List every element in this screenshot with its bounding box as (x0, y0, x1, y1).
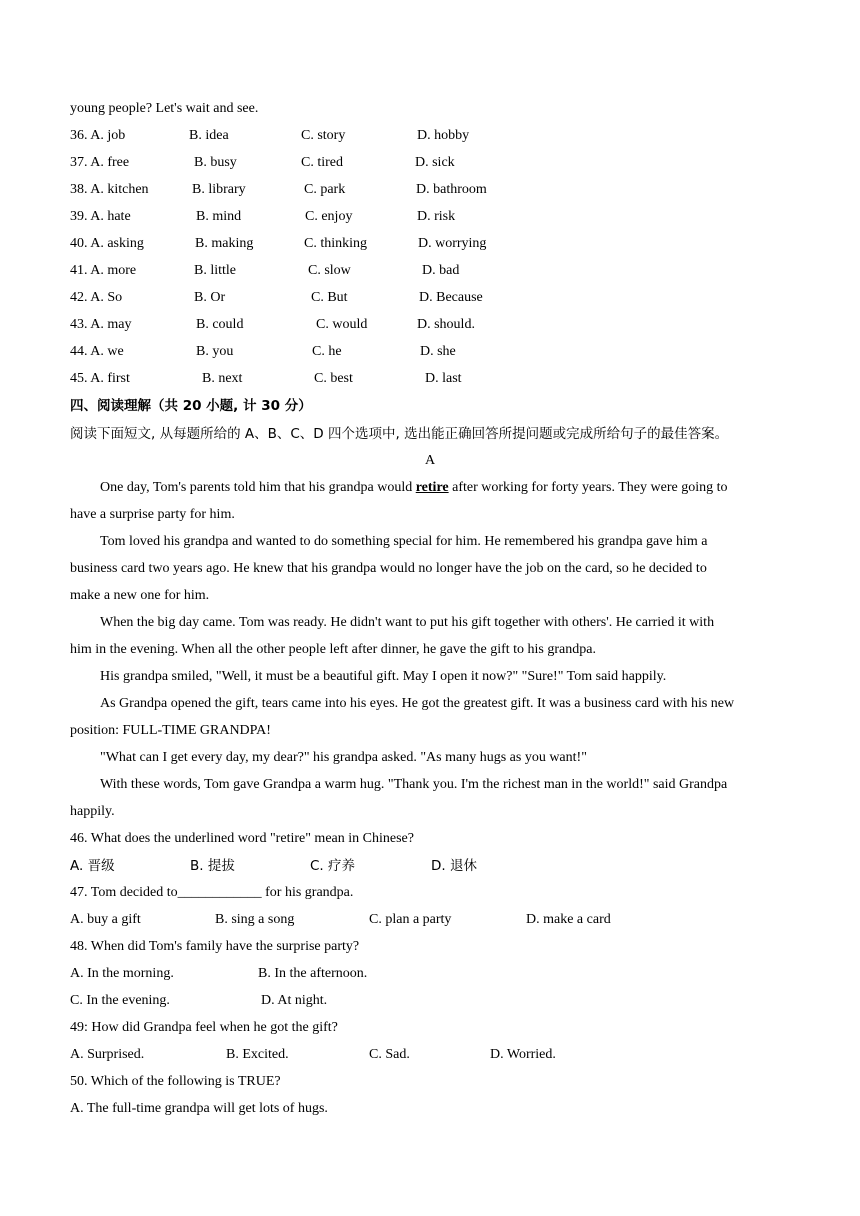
cloze-option-c: C. story (301, 128, 346, 143)
question-46-option-c: C. 疗养 (310, 858, 356, 874)
passage-paragraph-5: As Grandpa opened the gift, tears came into his eyes. He got the greatest gift. It was a business card with his new (100, 696, 735, 711)
cloze-option-d: D. she (420, 344, 456, 359)
cloze-option-d: D. should. (417, 317, 475, 332)
cloze-option-a: 41. A. more (70, 263, 137, 278)
section-title: 四、阅读理解（共 20 小题, 计 30 分） (70, 398, 312, 414)
question-49-option-c: C. Sad. (369, 1047, 410, 1062)
cloze-option-c: C. park (304, 182, 346, 197)
cloze-option-c: C. would (316, 317, 368, 332)
cloze-option-a: 43. A. may (70, 317, 132, 332)
cloze-option-c: C. enjoy (305, 209, 353, 224)
cloze-option-a: 37. A. free (70, 155, 130, 170)
passage-line: him in the evening. When all the other people left after dinner, he gave the gift to his grandpa. (70, 642, 596, 657)
cloze-option-a: 44. A. we (70, 344, 124, 359)
cloze-option-a: 39. A. hate (70, 209, 131, 224)
passage-line: business card two years ago. He knew that his grandpa would no longer have the job on the card, so he decided to (70, 561, 707, 576)
question-48-option-c: C. In the evening. (70, 993, 170, 1008)
cloze-option-a: 42. A. So (70, 290, 123, 305)
cloze-option-c: C. best (314, 371, 353, 386)
passage-paragraph-1: One day, Tom's parents told him that his grandpa would retire after working for forty years. They were going to (100, 480, 728, 495)
cloze-option-c: C. tired (301, 155, 343, 170)
cloze-option-b: B. library (192, 182, 246, 197)
question-46-option-b: B. 提拔 (190, 858, 235, 874)
cloze-option-a: 45. A. first (70, 371, 130, 386)
cloze-option-d: D. worrying (418, 236, 487, 251)
question-47-option-a: A. buy a gift (70, 912, 141, 927)
cloze-option-d: D. hobby (417, 128, 470, 143)
question-48-option-b: B. In the afternoon. (258, 966, 368, 981)
cloze-option-b: B. busy (194, 155, 237, 170)
question-49-option-d: D. Worried. (490, 1047, 556, 1062)
passage-paragraph-7: With these words, Tom gave Grandpa a warm hug. "Thank you. I'm the richest man in the world!" said Grandpa (100, 777, 728, 792)
cloze-option-b: B. mind (196, 209, 242, 224)
cloze-option-d: D. last (425, 371, 462, 386)
question-47-option-b: B. sing a song (215, 912, 295, 927)
cloze-option-d: D. bathroom (416, 182, 487, 197)
question-48: 48. When did Tom's family have the surprise party? (70, 939, 360, 954)
cloze-option-b: B. you (196, 344, 234, 359)
passage-paragraph-2: Tom loved his grandpa and wanted to do something special for him. He remembered his grandpa gave him a (100, 534, 708, 549)
cloze-option-a: 40. A. asking (70, 236, 144, 251)
passage-paragraph-4: His grandpa smiled, "Well, it must be a beautiful gift. May I open it now?" "Sure!" Tom said happily. (100, 669, 667, 684)
passage-line: have a surprise party for him. (70, 507, 235, 522)
cloze-option-d: D. bad (422, 263, 460, 278)
cloze-option-c: C. thinking (304, 236, 368, 251)
cloze-option-c: C. he (312, 344, 342, 359)
passage-label: A (424, 453, 436, 468)
cloze-option-b: B. idea (189, 128, 229, 143)
cloze-option-b: B. Or (194, 290, 226, 305)
cloze-passage-tail: young people? Let's wait and see. (70, 101, 259, 116)
underlined-word: retire (415, 480, 449, 495)
question-46-option-a: A. 晋级 (70, 858, 115, 874)
cloze-option-d: D. sick (415, 155, 455, 170)
question-48-option-d: D. At night. (261, 993, 328, 1008)
cloze-option-b: B. little (194, 263, 236, 278)
question-47: 47. Tom decided to____________ for his grandpa. (70, 885, 354, 900)
cloze-option-d: D. risk (417, 209, 456, 224)
question-49-option-b: B. Excited. (226, 1047, 289, 1062)
cloze-option-d: D. Because (419, 290, 483, 305)
question-50: 50. Which of the following is TRUE? (70, 1074, 281, 1089)
question-47-option-c: C. plan a party (369, 912, 452, 927)
cloze-option-b: B. could (196, 317, 244, 332)
cloze-option-b: B. next (202, 371, 243, 386)
passage-line: happily. (70, 804, 115, 819)
section-instruction: 阅读下面短文, 从每题所给的 A、B、C、D 四个选项中, 选出能正确回答所提问题或完成所给句子的最佳答案。 (70, 426, 729, 442)
cloze-option-a: 36. A. job (70, 128, 126, 143)
cloze-option-a: 38. A. kitchen (70, 182, 149, 197)
cloze-option-c: C. But (311, 290, 348, 305)
question-50-option-a: A. The full-time grandpa will get lots of hugs. (70, 1101, 328, 1116)
passage-line: make a new one for him. (70, 588, 210, 603)
question-49: 49: How did Grandpa feel when he got the gift? (70, 1020, 338, 1035)
question-46-option-d: D. 退休 (431, 858, 477, 874)
cloze-option-b: B. making (195, 236, 254, 251)
passage-paragraph-3: When the big day came. Tom was ready. He didn't want to put his gift together with others'. He carried it with (100, 615, 715, 630)
cloze-option-c: C. slow (308, 263, 351, 278)
question-48-option-a: A. In the morning. (70, 966, 174, 981)
passage-line: position: FULL-TIME GRANDPA! (70, 723, 271, 738)
passage-paragraph-6: "What can I get every day, my dear?" his grandpa asked. "As many hugs as you want!" (100, 750, 587, 765)
question-46: 46. What does the underlined word "retire" mean in Chinese? (70, 831, 414, 846)
question-47-option-d: D. make a card (526, 912, 611, 927)
question-49-option-a: A. Surprised. (70, 1047, 145, 1062)
